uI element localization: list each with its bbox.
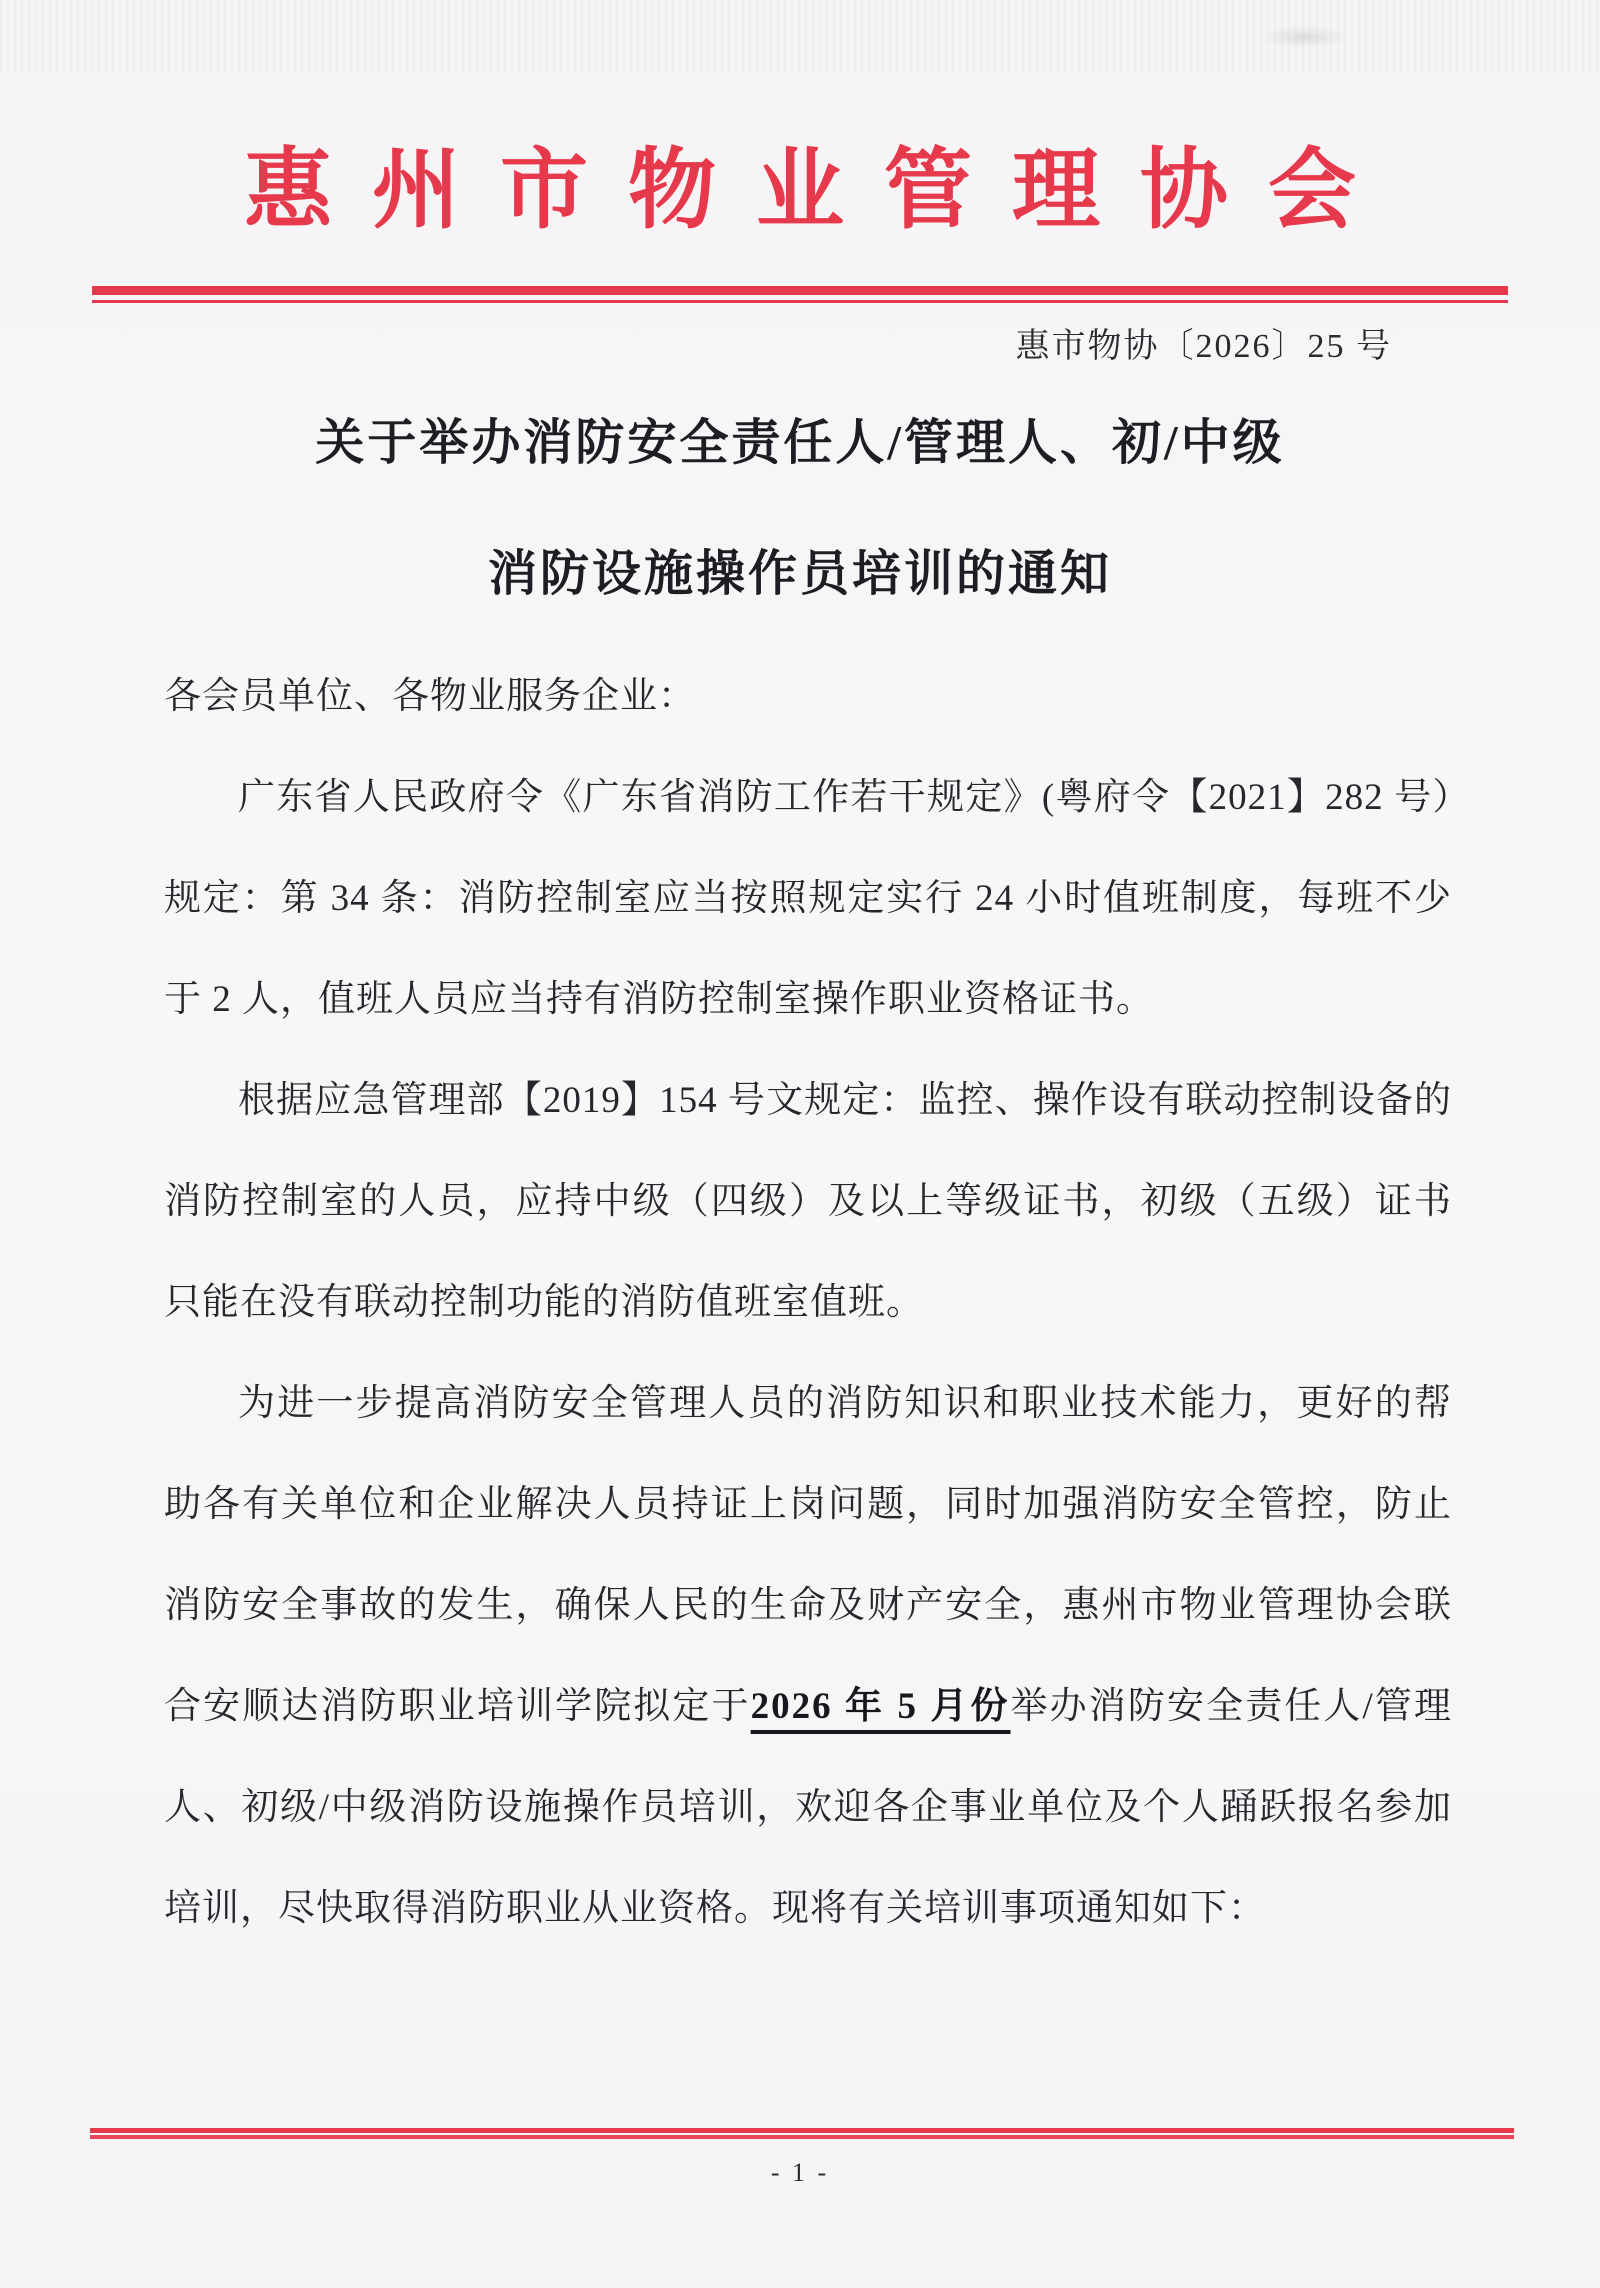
paragraph-regulation-guangdong: 广东省人民政府令《广东省消防工作若干规定》(粤府令【2021】282 号）规定：第 34 条：消防控制室应当按照规定实行 24 小时值班制度，每班不少于 2 人，值班人员应当持有消防控制室操作职业资格证书。	[164, 777, 1452, 1021]
footer-double-rule	[90, 2128, 1514, 2139]
doc-number: 惠市物协〔2026〕25 号	[1015, 328, 1392, 365]
header-double-rule	[92, 286, 1508, 303]
salutation: 各会员单位、各物业服务企业：	[164, 676, 696, 718]
scan-noise-strip	[0, 0, 1600, 72]
footer-rule-bottom	[90, 2135, 1514, 2139]
header-rule-thin	[92, 300, 1508, 303]
header-rule-thick	[92, 286, 1508, 295]
paragraph-training-announcement	[164, 1353, 1452, 1959]
body-content	[164, 646, 1452, 1959]
scan-smudge	[1260, 26, 1350, 48]
paragraph-3-text-pre: 为进一步提高消防安全管理人员的消防知识和职业技术能力，更好的帮助各有关单位和企业解决人员持证上岗问题，同时加强消防安全管控，防止消防安全事故的发生，确保人民的生命及财产安全，惠州市物业管理协会联合安顺达消防职业培训学院拟定于	[164, 1383, 1452, 1728]
paragraph-regulation-emergency-dept: 根据应急管理部【2019】154 号文规定：监控、操作设有联动控制设备的消防控制室的人员，应持中级（四级）及以上等级证书，初级（五级）证书只能在没有联动控制功能的消防值班室值班。	[164, 1080, 1452, 1324]
notice-title-line2: 消防设施操作员培训的通知	[487, 546, 1112, 602]
footer-rule-top	[90, 2128, 1514, 2133]
notice-title-line1: 关于举办消防安全责任人/管理人、初/中级	[315, 414, 1285, 470]
org-name-header: 惠州市物业管理协会	[243, 143, 1396, 240]
page-number: - 1 -	[770, 2158, 830, 2187]
paragraph-3-text-post: 举办消防安全责任人/管理人、初级/中级消防设施操作员培训，欢迎各企事业单位及个人踊跃报名参加培训，尽快取得消防职业从业资格。现将有关培训事项通知如下：	[164, 1686, 1453, 1930]
highlighted-training-date: 2026 年 5 月份	[750, 1686, 1011, 1728]
